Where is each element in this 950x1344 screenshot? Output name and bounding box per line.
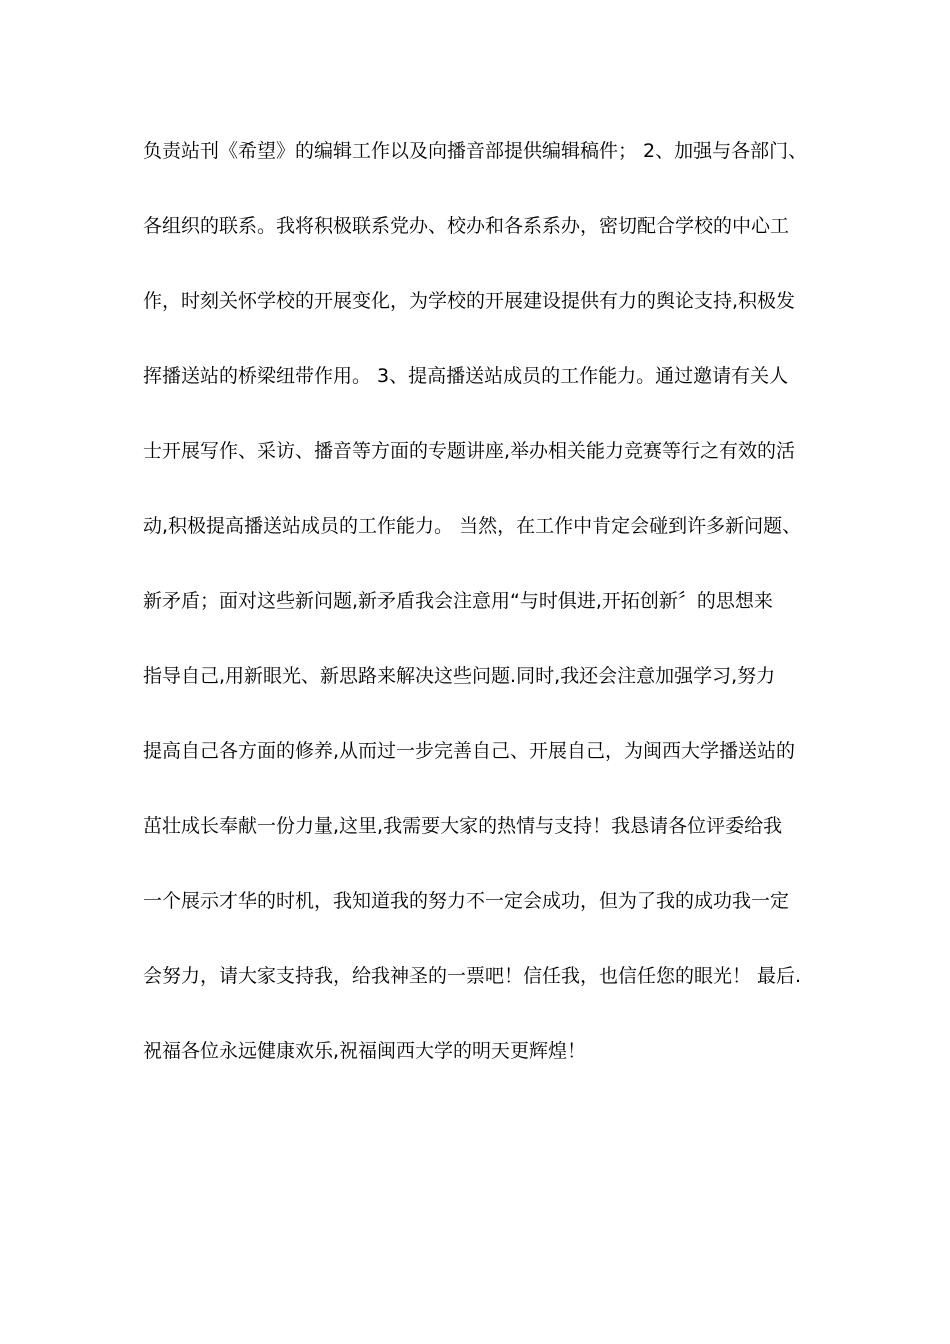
text-line: 动,积极提高播送站成员的工作能力。 当然，在工作中肯定会碰到许多新问题、 [143,515,802,537]
text-line: 作，时刻关怀学校的开展变化，为学校的开展建设提供有力的舆论支持,积极发 [143,290,796,312]
text-line: 各组织的联系。我将积极联系党办、校办和各系系办，密切配合学校的中心工 [143,215,790,237]
text-line: 茁壮成长奉献一份力量,这里,我需要大家的热情与支持！我恳请各位评委给我 [143,815,783,837]
text-line: 一个展示才华的时机，我知道我的努力不一定会成功，但为了我的成功我一定 [143,890,790,912]
body-text [143,133,843,1108]
text-line: 指导自己,用新眼光、新思路来解决这些问题.同时,我还会注意加强学习,努力 [143,665,776,687]
text-line: 会努力，请大家支持我，给我神圣的一票吧！信任我，也信任您的眼光！ 最后. [143,965,802,987]
text-line: 新矛盾；面对这些新问题,新矛盾我会注意用“与时俱进,开拓创新〞的思想来 [143,590,773,612]
text-line: 提高自己各方面的修养,从而过一步完善自己、开展自己，为闽西大学播送站的 [143,740,796,762]
text-line: 祝福各位永远健康欢乐,祝福闽西大学的明天更辉煌！ [143,1040,587,1062]
text-line: 负责站刊《希望》的编辑工作以及向播音部提供编辑稿件； 2、加强与各部门、 [143,140,808,162]
text-line: 挥播送站的桥梁纽带作用。 3、提高播送站成员的工作能力。通过邀请有关人 [143,365,789,387]
text-line: 士开展写作、采访、播音等方面的专题讲座,举办相关能力竞赛等行之有效的活 [143,440,796,462]
